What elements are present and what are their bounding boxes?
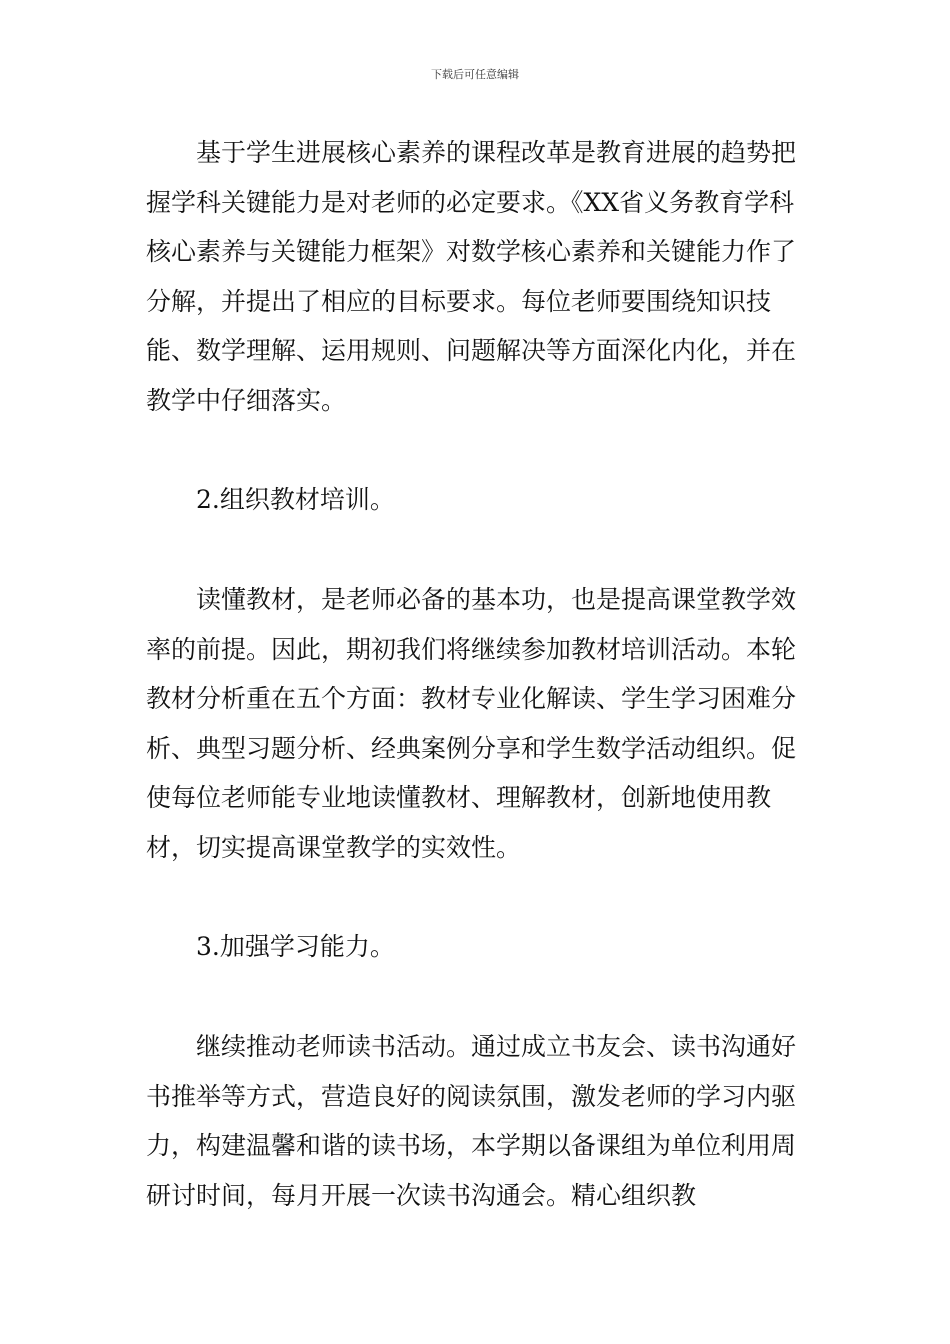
body-paragraph-reading-activity: 继续推动老师读书活动。通过成立书友会、读书沟通好书推举等方式，营造良好的阅读氛围，激发老师的学习内驱力，构建温馨和谐的读书场，本学期以备课组为单位利用周研讨时间，每月开展一次读书沟通会。精心组织教 xyxy=(146,1032,797,1210)
body-paragraph-textbook-training: 读懂教材，是老师必备的基本功，也是提高课堂教学效率的前提。因此，期初我们将继续参加教材培训活动。本轮教材分析重在五个方面：教材专业化解读、学生学习困难分析、典型习题分析、经典案例分享和学生数学活动组织。促使每位老师能专业地读懂教材、理解教材，创新地使用教材，切实提高课堂教学的实效性。 xyxy=(146,585,797,862)
body-paragraph-core-literacy: 基于学生进展核心素养的课程改革是教育进展的趋势把握学科关键能力是对老师的必定要求。《XX省义务教育学科核心素养与关键能力框架》对数学核心素养和关键能力作了分解，并提出了相应的目标要求。每位老师要围绕知识技能、数学理解、运用规则、问题解决等方面深化内化，并在教学中仔细落实。 xyxy=(146,138,797,415)
section-heading-textbook-training: 2.组织教材培训。 xyxy=(196,485,395,514)
page-header-note: 下载后可任意编辑 xyxy=(431,68,519,81)
section-heading-learning-ability: 3.加强学习能力。 xyxy=(196,932,395,961)
